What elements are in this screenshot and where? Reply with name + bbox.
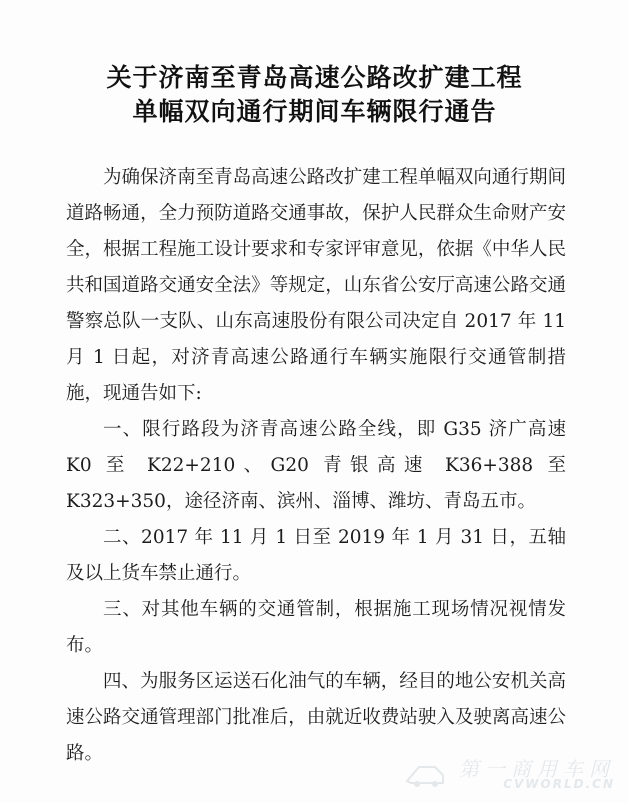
document-title-line-1: 关于济南至青岛高速公路改扩建工程 <box>106 63 523 92</box>
paragraph-item-4: 四、为服务区运送石化油气的车辆，经目的地公安机关高速公路交通管理部门批准后，由就近收费站驶入及驶离高速公路。 <box>66 671 566 764</box>
document-body <box>66 160 566 772</box>
paragraph-item-2: 二、2017 年 11 月 1 日至 2019 年 1 月 31 日，五轴及以上货车禁止通行。 <box>66 527 566 584</box>
document-title-line-2: 单幅双向通行期间车辆限行通告 <box>132 97 497 126</box>
paragraph-intro: 为确保济南至青岛高速公路改扩建工程单幅双向通行期间道路畅通，全力预防道路交通事故，保护人民群众生命财产安全，根据工程施工设计要求和专家评审意见，依据《中华人民共和国道路交通安全法》等规定，山东省公安厅高速公路交通警察总队一支队、山东高速股份有限公司决定自 2017 年 11 月 1 日起，对济青高速公路通行车辆实施限行交通管制措施，现通告如下: <box>66 167 566 404</box>
watermark <box>393 753 623 797</box>
watermark-chinese: 第一商用车网 <box>459 757 615 781</box>
watermark-english: CVWORLD.CN <box>503 777 615 791</box>
truck-logo-icon <box>405 761 445 789</box>
paragraph-item-1: 一、限行路段为济青高速公路全线，即 G35 济广高速 K0 至 K22+210、G20 青银高速 K36+388 至 K323+350，途径济南、滨州、淄博、潍坊、青岛五市。 <box>66 419 566 512</box>
paragraph-item-3: 三、对其他车辆的交通管制，根据施工现场情况视情发布。 <box>66 599 566 656</box>
